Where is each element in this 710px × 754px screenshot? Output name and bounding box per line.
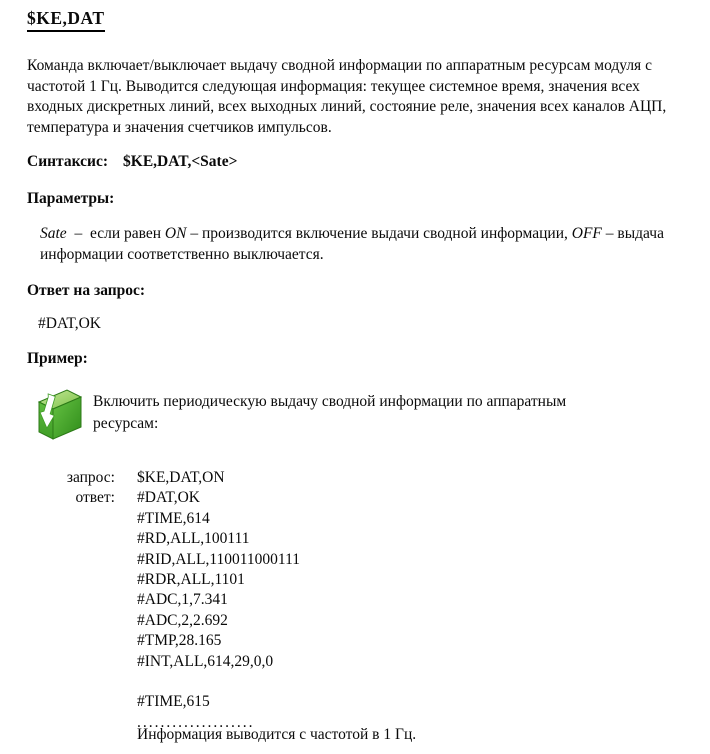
- command-line: $KE,DAT,ON: [137, 469, 225, 486]
- syntax-row: [27, 153, 237, 171]
- command-line: #ADC,1,7.341: [137, 591, 228, 609]
- command-line: #RD,ALL,100111: [137, 530, 250, 548]
- command-line: #TIME,614: [137, 509, 210, 527]
- syntax-value: $KE,DAT,<Sate>: [123, 153, 238, 170]
- parameters-heading: Параметры:: [27, 190, 115, 207]
- example-description-line: ресурсам:: [93, 414, 159, 432]
- command-line: #TIME,615: [137, 693, 210, 711]
- command-line: #RID,ALL,110011000111: [137, 550, 301, 568]
- intro-line: температура и значения счетчиков импульсов.: [27, 118, 332, 136]
- command-line: #DAT,OK: [137, 489, 200, 507]
- ellipsis-line: ....................: [137, 713, 255, 731]
- command-line: #ADC,2,2.692: [137, 611, 228, 629]
- parameter-description: [40, 224, 690, 265]
- response-heading: Ответ на запрос:: [27, 282, 146, 299]
- parameter-value-on: ON: [164, 225, 187, 242]
- example-description: [93, 391, 566, 434]
- example-heading: Пример:: [27, 350, 88, 367]
- command-line: #TMP,28.165: [137, 632, 222, 650]
- parameter-name: Sate: [40, 225, 67, 242]
- response-value: #DAT,OK: [38, 315, 101, 332]
- intro-line: Команда включает/выключает выдачу сводной информации по аппаратным ресурсам модуля с: [27, 57, 652, 74]
- parameter-text: – выдача информации соответственно выключается.: [40, 225, 664, 263]
- command-line: #RDR,ALL,1101: [137, 571, 245, 589]
- parameter-value-off: OFF: [571, 225, 602, 242]
- example-description-line: Включить периодическую выдачу сводной информации по аппаратным: [93, 393, 567, 410]
- intro-line: входных дискретных линий, всех выходных линий, состояние реле, значения всех каналов АЦП,: [27, 98, 667, 115]
- parameter-text: – производится включение выдачи сводной информации,: [186, 225, 572, 242]
- intro-line: частотой 1 Гц. Выводится следующая информация: текущее системное время, значения всех: [27, 77, 640, 95]
- exchange-labels: [40, 468, 115, 509]
- parameter-text: – если равен: [66, 225, 165, 242]
- command-line: #INT,ALL,614,29,0,0: [137, 652, 274, 670]
- syntax-label: Синтаксис:: [27, 153, 109, 170]
- request-label: запрос:: [66, 469, 115, 486]
- exchange-note: Информация выводится с частотой в 1 Гц.: [137, 726, 417, 743]
- package-download-icon: [37, 387, 83, 441]
- blank-line: [137, 672, 300, 692]
- response-label: ответ:: [75, 489, 115, 507]
- page-title: $KE,DAT: [27, 8, 105, 32]
- exchange-commands: [137, 468, 300, 733]
- intro-paragraph: [27, 56, 695, 138]
